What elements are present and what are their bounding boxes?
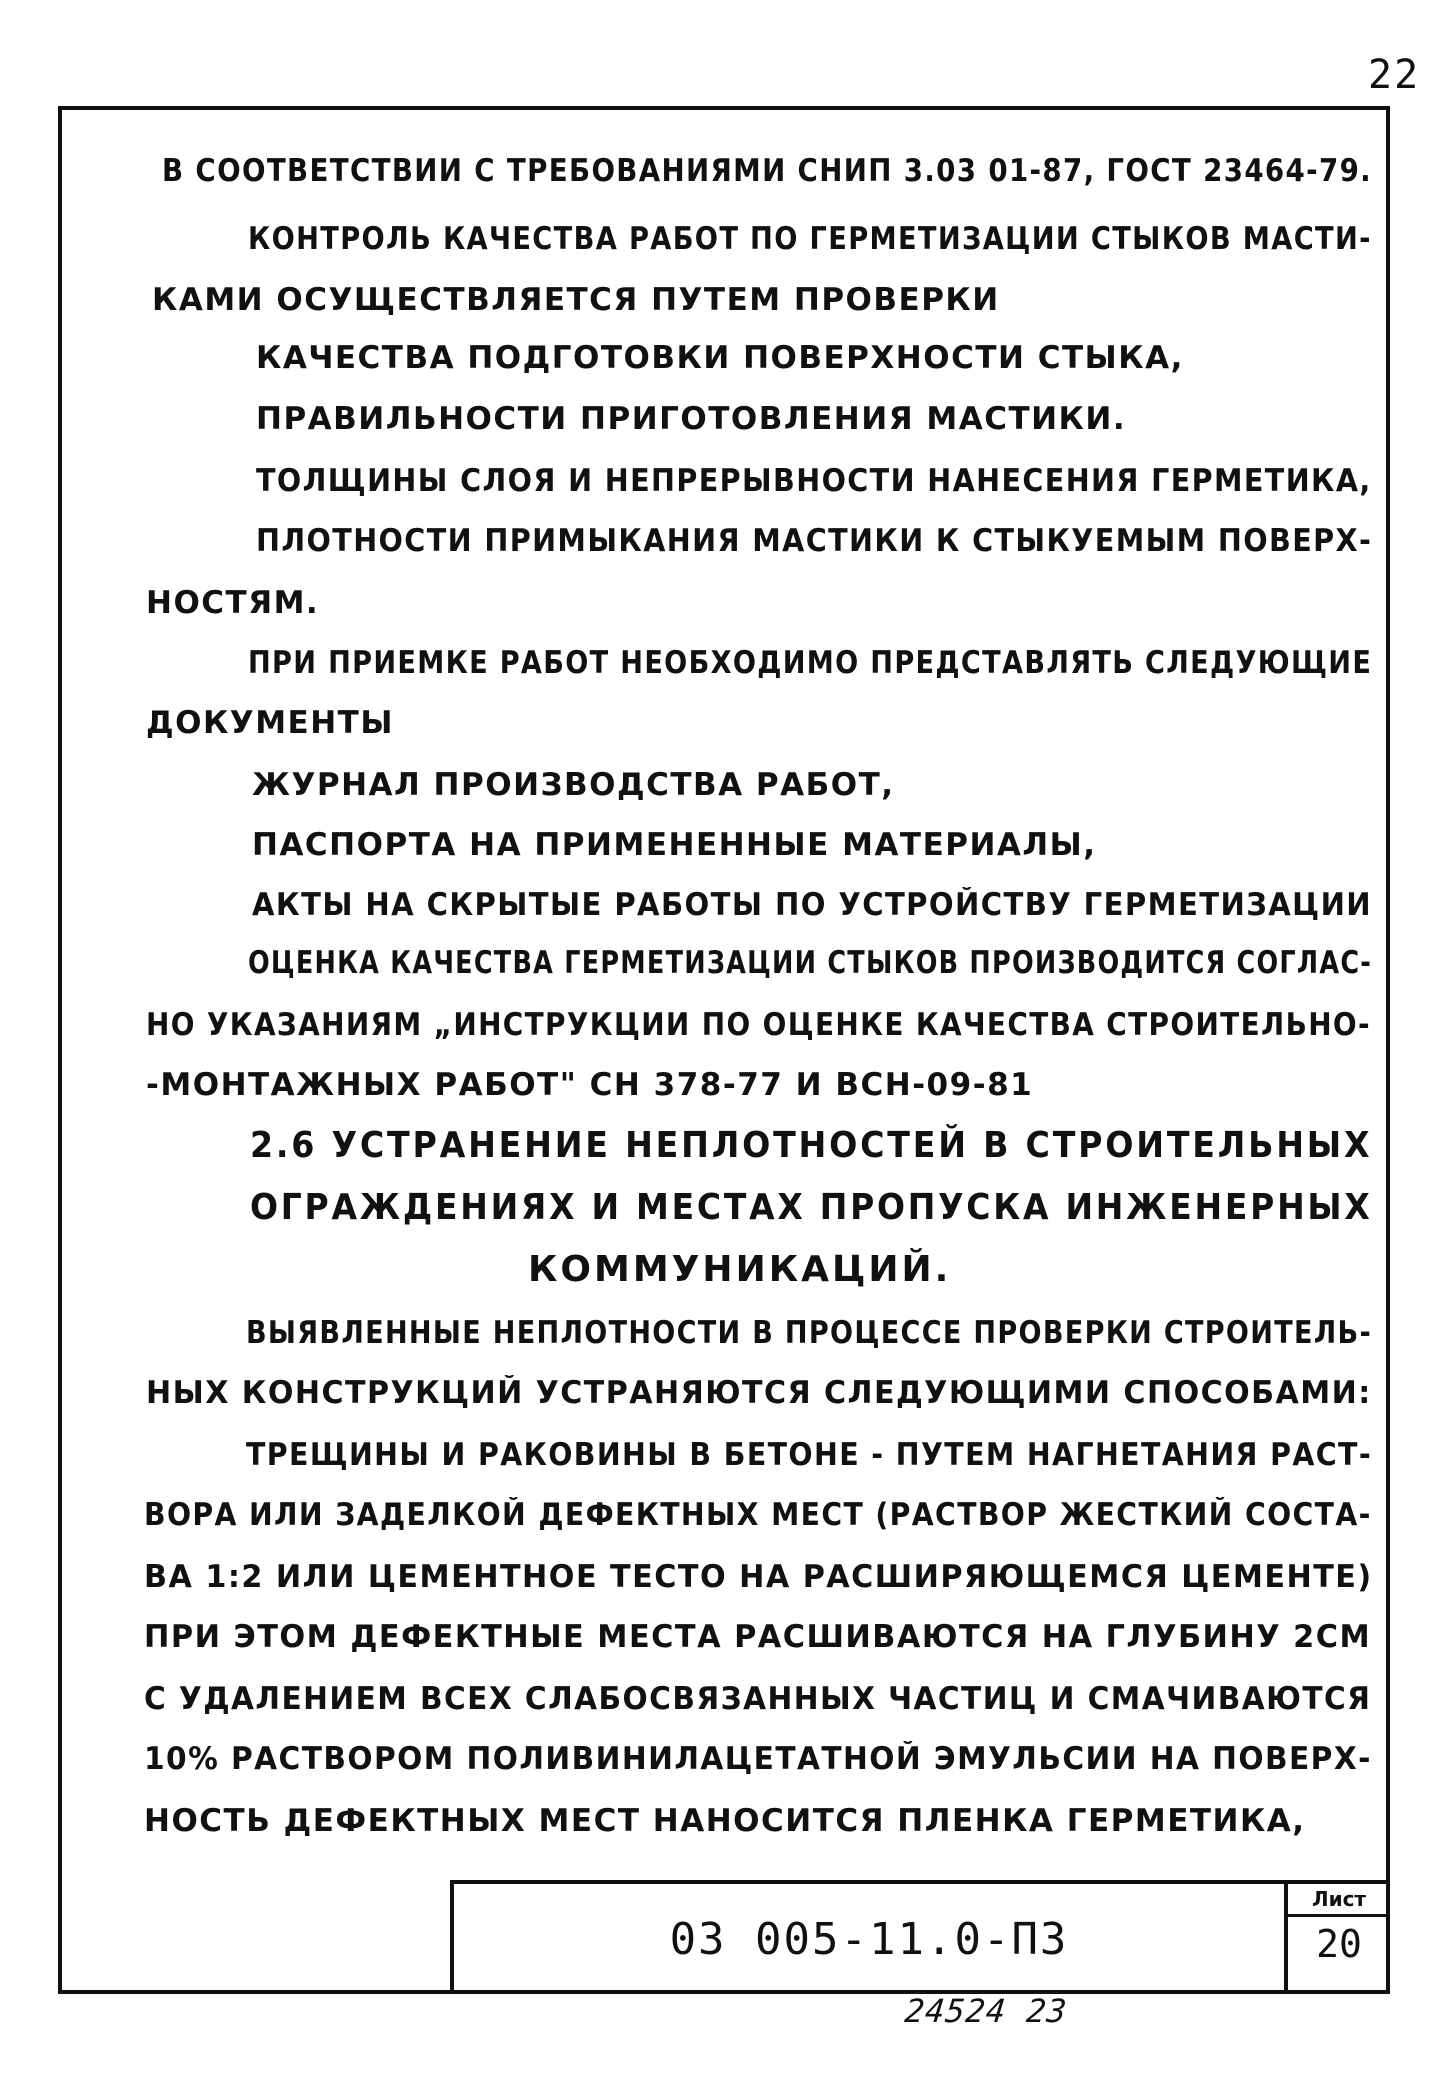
text-line: 10% РАСТВОРОМ ПОЛИВИНИЛАЦЕТАТНОЙ ЭМУЛЬСИИ НА ПОВЕРХ-	[144, 1741, 1372, 1777]
text-line: ТОЛЩИНЫ СЛОЯ И НЕПРЕРЫВНОСТИ НАНЕСЕНИЯ ГЕРМЕТИКА,	[256, 463, 1372, 499]
document-code: 03 005-11.0-ПЗ	[669, 1914, 1069, 1965]
text-line: КАЧЕСТВА ПОДГОТОВКИ ПОВЕРХНОСТИ СТЫКА,	[256, 340, 1184, 376]
title-block	[450, 1880, 1390, 1994]
text-line: КАМИ ОСУЩЕСТВЛЯЕТСЯ ПУТЕМ ПРОВЕРКИ	[152, 282, 1000, 318]
text-line: В СООТВЕТСТВИИ С ТРЕБОВАНИЯМИ СНИП 3.03 01-87, ГОСТ 23464-79.	[162, 153, 1373, 189]
text-line: ПРИ ЭТОМ ДЕФЕКТНЫЕ МЕСТА РАСШИВАЮТСЯ НА ГЛУБИНУ 2СМ	[144, 1619, 1372, 1655]
text-line: ПРИ ПРИЕМКЕ РАБОТ НЕОБХОДИМО ПРЕДСТАВЛЯТЬ СЛЕДУЮЩИЕ	[248, 645, 1373, 681]
archive-number: 24524 23	[903, 1992, 1070, 2030]
section-heading: КОММУНИКАЦИЙ.	[528, 1249, 952, 1290]
section-heading: 2.6 УСТРАНЕНИЕ НЕПЛОТНОСТЕЙ В СТРОИТЕЛЬНЫХ	[250, 1125, 1373, 1166]
text-line: ОЦЕНКА КАЧЕСТВА ГЕРМЕТИЗАЦИИ СТЫКОВ ПРОИЗВОДИТСЯ СОГЛАС-	[248, 945, 1373, 981]
sheet-box	[1284, 1884, 1390, 1994]
text-line: НЫХ КОНСТРУКЦИЙ УСТРАНЯЮТСЯ СЛЕДУЮЩИМИ СПОСОБАМИ:	[146, 1375, 1372, 1411]
sheet-number: 20	[1316, 1922, 1362, 1966]
page-number: 22	[1368, 52, 1421, 98]
text-line: ПЛОТНОСТИ ПРИМЫКАНИЯ МАСТИКИ К СТЫКУЕМЫМ ПОВЕРХ-	[256, 523, 1373, 559]
text-line: ВОРА ИЛИ ЗАДЕЛКОЙ ДЕФЕКТНЫХ МЕСТ (РАСТВОР ЖЕСТКИЙ СОСТА-	[144, 1497, 1372, 1533]
text-line: ЖУРНАЛ ПРОИЗВОДСТВА РАБОТ,	[252, 767, 895, 803]
text-line: ТРЕЩИНЫ И РАКОВИНЫ В БЕТОНЕ - ПУТЕМ НАГНЕТАНИЯ РАСТ-	[246, 1437, 1373, 1473]
text-line: НОСТЯМ.	[146, 585, 320, 621]
text-line: КОНТРОЛЬ КАЧЕСТВА РАБОТ ПО ГЕРМЕТИЗАЦИИ СТЫКОВ МАСТИ-	[248, 221, 1372, 257]
text-line: НОСТЬ ДЕФЕКТНЫХ МЕСТ НАНОСИТСЯ ПЛЕНКА ГЕРМЕТИКА,	[144, 1803, 1306, 1839]
text-line: ДОКУМЕНТЫ	[146, 705, 394, 741]
text-line: ПАСПОРТА НА ПРИМЕНЕННЫЕ МАТЕРИАЛЫ,	[252, 827, 1097, 863]
text-line: -МОНТАЖНЫХ РАБОТ" СН 378-77 И ВСН-09-81	[146, 1067, 1034, 1103]
section-heading: ОГРАЖДЕНИЯХ И МЕСТАХ ПРОПУСКА ИНЖЕНЕРНЫХ	[250, 1187, 1373, 1228]
sheet-label: Лист	[1288, 1884, 1390, 1917]
text-line: ВЫЯВЛЕННЫЕ НЕПЛОТНОСТИ В ПРОЦЕССЕ ПРОВЕРКИ СТРОИТЕЛЬ-	[246, 1315, 1373, 1351]
text-line: ВА 1:2 ИЛИ ЦЕМЕНТНОЕ ТЕСТО НА РАСШИРЯЮЩЕМСЯ ЦЕМЕНТЕ)	[144, 1559, 1373, 1595]
text-line: ПРАВИЛЬНОСТИ ПРИГОТОВЛЕНИЯ МАСТИКИ.	[256, 401, 1127, 437]
text-line: С УДАЛЕНИЕМ ВСЕХ СЛАБОСВЯЗАННЫХ ЧАСТИЦ И СМАЧИВАЮТСЯ	[144, 1681, 1372, 1717]
text-line: НО УКАЗАНИЯМ „ИНСТРУКЦИИ ПО ОЦЕНКЕ КАЧЕСТВА СТРОИТЕЛЬНО-	[146, 1007, 1371, 1043]
text-line: АКТЫ НА СКРЫТЫЕ РАБОТЫ ПО УСТРОЙСТВУ ГЕРМЕТИЗАЦИИ	[252, 887, 1373, 923]
